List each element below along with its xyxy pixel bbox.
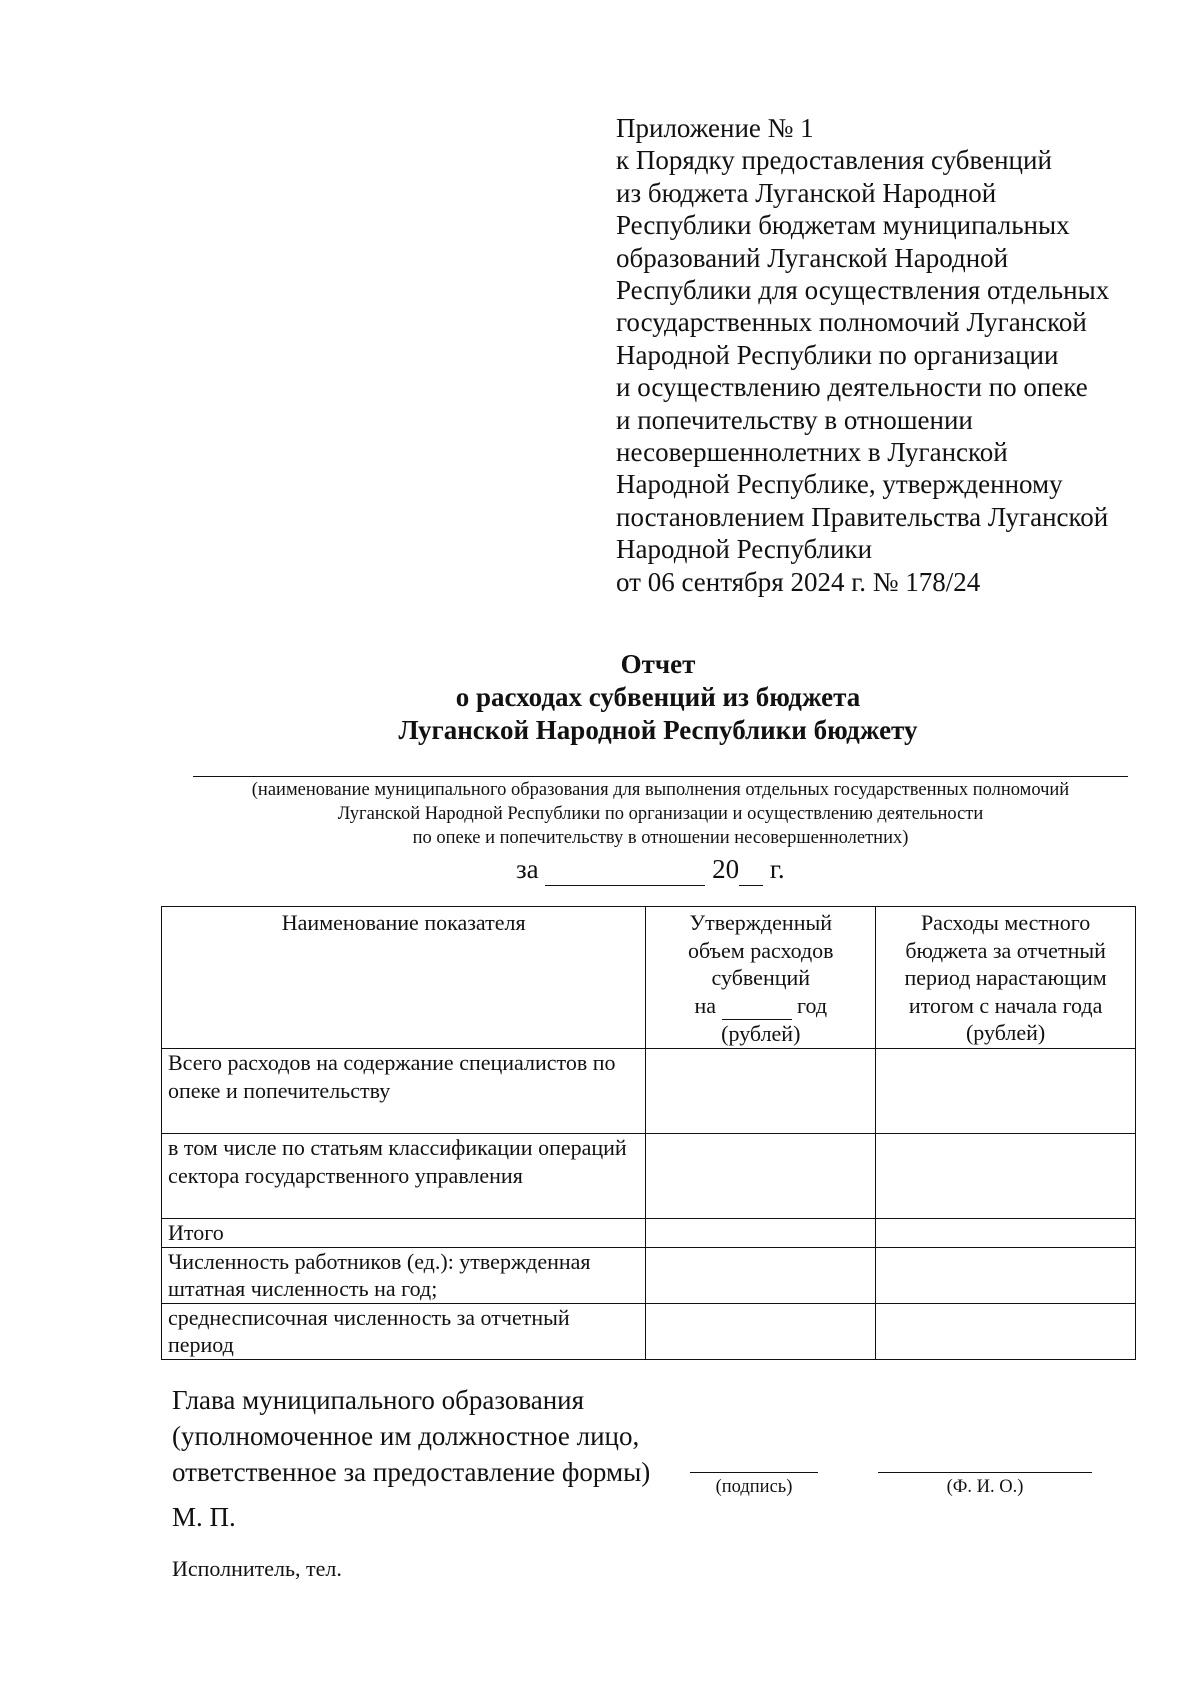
full-name-caption: (Ф. И. О.) [946,1477,1024,1497]
appendix-line: государственных полномочий Луганской [616,307,1087,338]
period-prefix: за [516,854,539,884]
caption-line-2: Луганской Народной Республики по организации и осуществлению деятельности [337,804,984,824]
signature-line-3: ответственное за предоставление формы) [172,1457,651,1487]
signature-block [172,1382,650,1490]
row-staff-approved-label: Численность работников (ед.): утвержденная штатная численность на год; [162,1247,646,1303]
header-local-expenses: Расходы местного бюджета за отчетный период нарастающим итогом с начала года (рублей) [876,907,1136,1049]
appendix-line: Народной Республики по организации [616,339,1059,370]
header-god: год [797,992,828,1018]
appendix-line: от 06 сентября 2024 г. № 178/24 [616,566,981,597]
period-blank [545,853,705,886]
row-total-label: Итого [162,1218,646,1247]
appendix-line: Приложение № 1 [616,113,814,143]
title-line-2: о расходах субвенций из бюджета [455,682,861,712]
report-table [161,906,1136,1360]
header-approved-line-2: объем расходов [688,937,834,963]
cell-empty [876,1303,1136,1359]
table-row [162,1218,1136,1247]
cell-empty [876,1218,1136,1247]
cell-empty [876,1048,1136,1133]
appendix-line: несовершеннолетних в Луганской [616,437,1008,468]
cell-empty [876,1247,1136,1303]
cell-empty [646,1133,876,1218]
appendix-line: постановлением Правительства Луганской [616,501,1109,532]
table-row [162,1303,1136,1359]
appendix-line: образований Луганской Народной [616,242,1009,273]
caption-line-1: (наименование муниципального образования для выполнения отдельных государственных полномочий [251,780,1070,800]
municipality-name-line [193,776,1128,777]
table-row [162,1133,1136,1218]
header-approved-volume [646,907,876,1049]
title-line-3: Луганской Народной Республики бюджету [398,715,918,745]
full-name-field-line [878,1472,1092,1473]
appendix-block [616,112,1176,598]
table-row [162,1048,1136,1133]
header-approved-line-3: субвенций [711,965,811,991]
appendix-line: Республики бюджетам муниципальных [616,210,1070,241]
executor-phone: Исполнитель, тел. [172,1556,342,1581]
appendix-line: Народной Республике, утвержденному [616,469,1063,500]
caption-line-3: по опеке и попечительству в отношении несовершеннолетних) [412,828,909,848]
appendix-line: Народной Республики [616,534,873,565]
table-row [162,1247,1136,1303]
year-blank [739,853,763,886]
report-period [516,853,785,886]
signature-line-2: (уполномоченное им должностное лицо, [172,1421,640,1451]
appendix-line: и попечительству в отношении [616,404,973,435]
appendix-line: Республики для осуществления отдельных [616,275,1110,306]
report-title [0,648,1200,747]
cell-empty [646,1303,876,1359]
row-staff-average-label: среднесписочная численность за отчетный период [162,1303,646,1359]
appendix-line: из бюджета Луганской Народной [616,177,997,208]
header-na: на [694,992,717,1018]
year-field-blank [722,992,792,1021]
appendix-line: и осуществлению деятельности по опеке [616,372,1088,403]
title-line-1: Отчет [620,649,696,679]
cell-empty [646,1218,876,1247]
table-header-row [162,907,1136,1049]
header-indicator-name: Наименование показателя [162,907,646,1049]
signature-line-1: Глава муниципального образования [172,1385,585,1415]
row-classification-label: в том числе по статьям классификации операций сектора государственного управления [162,1133,646,1218]
signature-field-line [690,1472,818,1473]
header-approved-line-1: Утвержденный [689,910,833,935]
header-approved-line-4 [652,992,869,1021]
header-approved-line-5: (рублей) [721,1021,801,1047]
appendix-line: к Порядку предоставления субвенций [616,145,1052,176]
row-total-expenses-label: Всего расходов на содержание специалистов по опеке и попечительству [162,1048,646,1133]
cell-empty [646,1048,876,1133]
cell-empty [646,1247,876,1303]
period-suffix: г. [769,854,785,884]
municipality-name-caption [193,778,1128,850]
stamp-place: М. П. [172,1502,236,1532]
period-year-prefix: 20 [712,854,740,884]
cell-empty [876,1133,1136,1218]
signature-caption: (подпись) [715,1477,793,1497]
